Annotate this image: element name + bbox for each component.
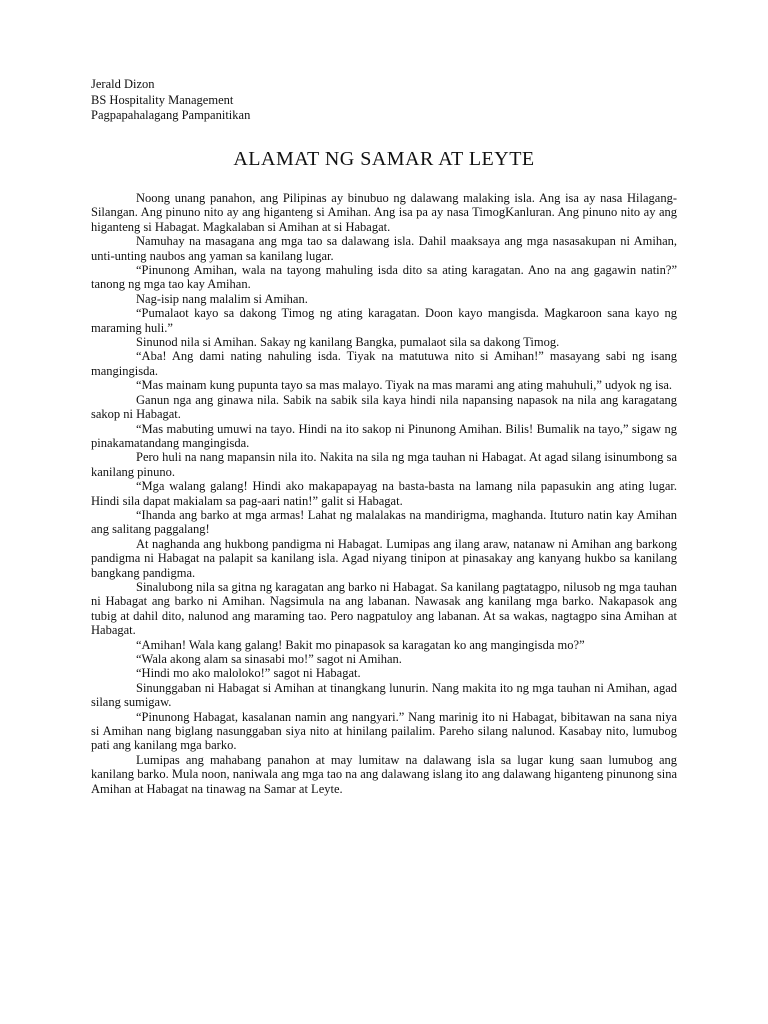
paragraph: “Pinunong Habagat, kasalanan namin ang nangyari.” Nang marinig ito ni Habagat, bibitawan na sana niya si Amihan nang biglang nasunggaban siya nito at hinilang pailalim. Pareho silang nalunod. Kasabay nito, lumubog pati ang kanilang mga barko. xyxy=(91,709,677,753)
document-title: ALAMAT NG SAMAR AT LEYTE xyxy=(233,148,535,170)
paragraph: Pero huli na nang mapansin nila ito. Nakita na sila ng mga tauhan ni Habagat. At agad silang isinumbong sa kanilang pinuno. xyxy=(91,450,677,479)
paragraph: “Ihanda ang barko at mga armas! Lahat ng malalakas na mandirigma, maghanda. Ituturo natin kay Amihan ang salitang paggalang! xyxy=(91,507,677,537)
paragraph: Sinalubong nila sa gitna ng karagatan ang barko ni Habagat. Sa kanilang pagtatagpo, nilusob ng mga tauhan ni Habagat ang barko ni Amihan. Nagsimula na ang labanan. Nawasak ang kanilang mga barko. Nakapasok ang tubig at dahil dito, nalunod ang maraming tao. Pero nagpatuloy ang labanan. At sa wakas, nagtagpo sina Amihan at Habagat. xyxy=(91,579,677,638)
paragraph: Namuhay na masagana ang mga tao sa dalawang isla. Dahil maaksaya ang mga nasasakupan ni Amihan, unti-unting naubos ang yaman sa kanilang lugar. xyxy=(91,234,677,263)
paragraph: “Mga walang galang! Hindi ako makapapayag na basta-basta na lamang nila papasukin ang ating lugar. Hindi sila dapat makialam sa pag-aari natin!” galit si Habagat. xyxy=(91,479,677,508)
paragraph: Sinunggaban ni Habagat si Amihan at tinangkang lunurin. Nang makita ito ng mga tauhan ni Amihan, agad silang sumigaw. xyxy=(91,680,677,710)
story-body xyxy=(91,191,677,796)
author-course: BS Hospitality Management xyxy=(91,92,234,107)
paragraph: Ganun nga ang ginawa nila. Sabik na sabik sila kaya hindi nila napansing napasok na nila ang karagatang sakop ni Habagat. xyxy=(91,392,677,422)
paragraph: “Mas mabuting umuwi na tayo. Hindi na ito sakop ni Pinunong Amihan. Bilis! Bumalik na tayo,” sigaw ng pinakamatandang mangingisda. xyxy=(91,421,677,450)
paragraph: “Aba! Ang dami nating nahuling isda. Tiyak na matutuwa nito si Amihan!” masayang sabi ng isang mangingisda. xyxy=(91,349,677,378)
paragraph: At naghanda ang hukbong pandigma ni Habagat. Lumipas ang ilang araw, natanaw ni Amihan ang barkong pandigma ni Habagat na palapit sa kanilang isla. Agad niyang tinipon at pinasakay ang kanyang hukbo sa kanilang bangkang pandigma. xyxy=(91,536,677,580)
paragraph: “Pinunong Amihan, wala na tayong mahuling isda dito sa ating karagatan. Ano na ang gagawin natin?” tanong ng mga tao kay Amihan. xyxy=(91,263,677,292)
paragraph: “Pumalaot kayo sa dakong Timog ng ating karagatan. Doon kayo mangisda. Magkaroon sana kayo ng maraming huli.” xyxy=(91,306,677,335)
paragraph: “Wala akong alam sa sinasabi mo!” sagot ni Amihan. xyxy=(136,652,402,666)
author-name: Jerald Dizon xyxy=(91,77,155,91)
paragraph: “Amihan! Wala kang galang! Bakit mo pinapasok sa karagatan ko ang mangingisda mo?” xyxy=(136,637,585,652)
paragraph: “Mas mainam kung pupunta tayo sa mas malayo. Tiyak na mas marami ang ating mahuhuli,” udyok ng isa. xyxy=(136,378,673,393)
subject-name: Pagpapahalagang Pampanitikan xyxy=(91,108,251,122)
author-header xyxy=(91,77,250,124)
paragraph: Sinunod nila si Amihan. Sakay ng kanilang Bangka, pumalaot sila sa dakong Timog. xyxy=(136,335,560,350)
paragraph: Noong unang panahon, ang Pilipinas ay binubuo ng dalawang malaking isla. Ang isa ay nasa Hilagang-Silangan. Ang pinuno nito ay ang higanteng si Amihan. Ang isa pa ay nasa TimogKanluran. Ang pinuno nito ay ang higanteng si Habagat. Magkalaban si Amihan at si Habagat. xyxy=(91,191,677,234)
paragraph: “Hindi mo ako maloloko!” sagot ni Habagat. xyxy=(136,666,361,681)
paragraph: Nag-isip nang malalim si Amihan. xyxy=(136,291,308,306)
paragraph: Lumipas ang mahabang panahon at may lumitaw na dalawang isla sa lugar kung saan lumubog ang kanilang barko. Mula noon, naniwala ang mga tao na ang dalawang islang ito ang dalawang higanteng pinunong sina Amihan at Habagat na tinawag na Samar at Leyte. xyxy=(91,752,677,796)
